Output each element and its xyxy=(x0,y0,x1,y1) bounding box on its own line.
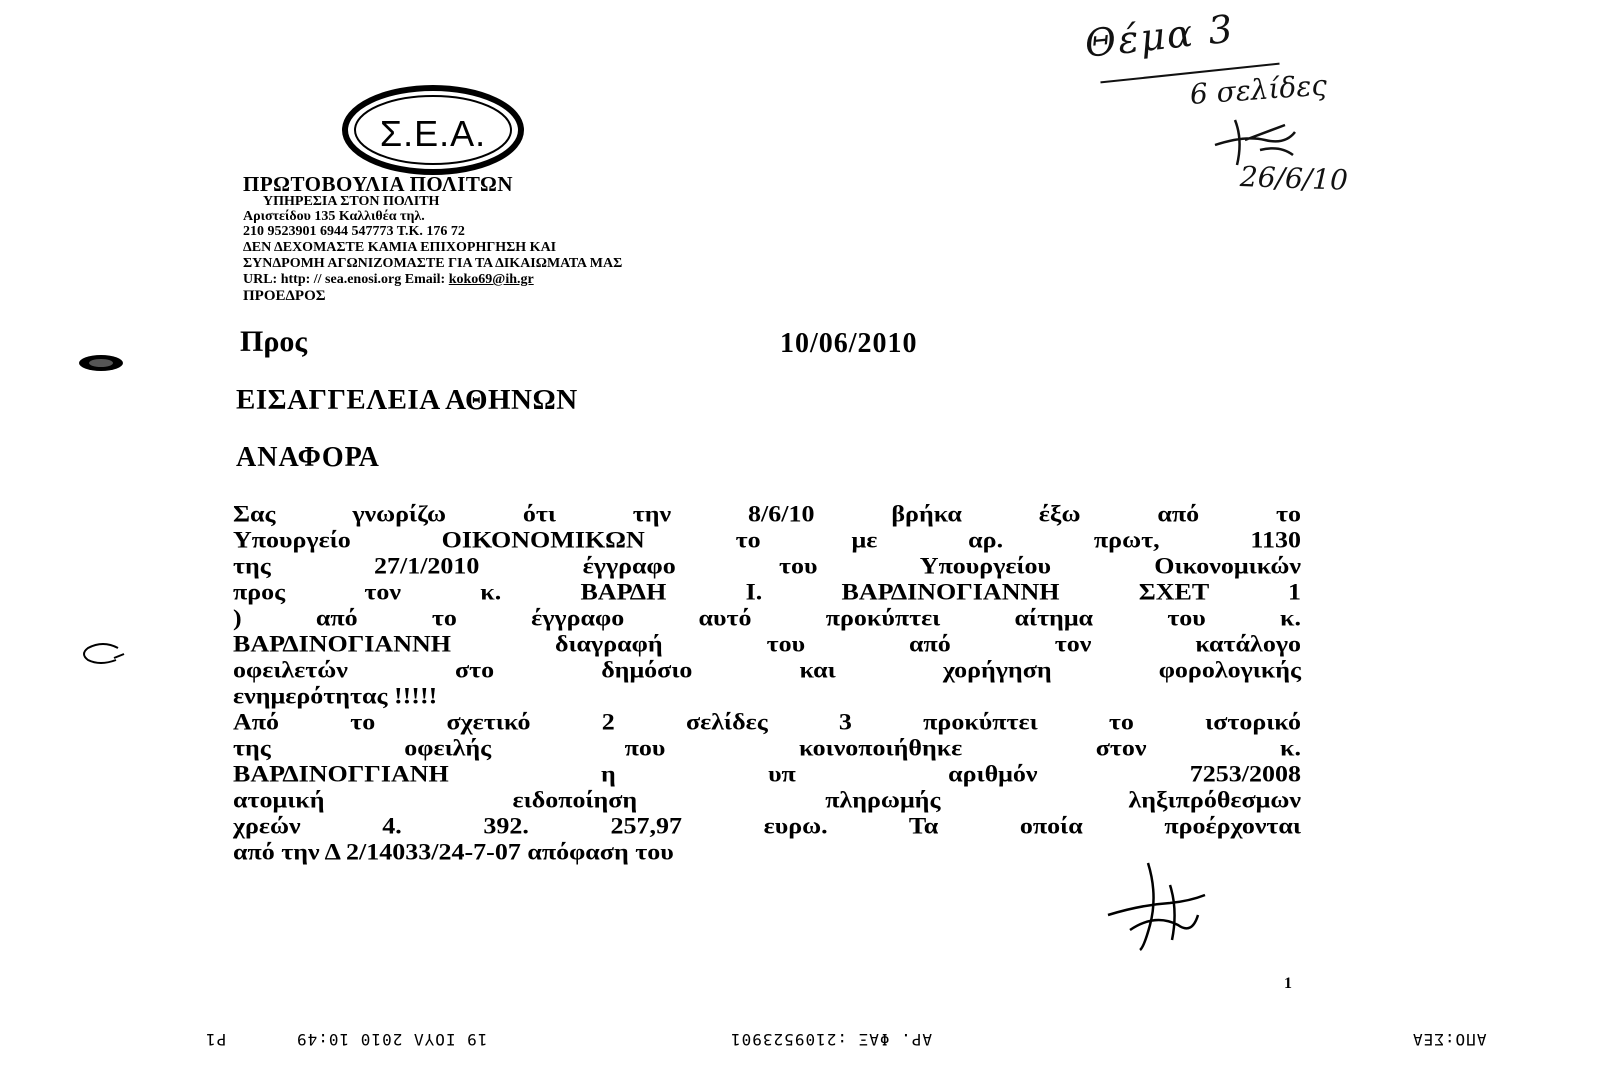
handwritten-date-note: 26/6/10 xyxy=(1239,160,1349,197)
handwritten-pages-note: 6 σελίδες xyxy=(1188,68,1328,111)
punch-hole-mark-icon xyxy=(78,640,128,666)
letter-recipient: ΕΙΣΑΓΓΕΛΕΙΑ ΑΘΗΝΩΝ xyxy=(236,384,578,416)
letterhead-service: ΥΠΗΡΕΣΙΑ ΣΤΟΝ ΠΟΛΙΤΗ xyxy=(263,194,440,209)
fax-number: ΑΡ. ΦΑΞ :2109523901 xyxy=(730,1030,933,1049)
page-number: 1 xyxy=(1284,975,1292,992)
letterhead-no-grant: ΔΕΝ ΔΕΧΟΜΑΣΤΕ ΚΑΜΙΑ ΕΠΙΧΟΡΗΓΗΣΗ ΚΑΙ xyxy=(243,240,557,255)
letterhead-president: ΠΡΟΕΔΡΟΣ xyxy=(243,288,326,304)
body-line: ενημερότητας !!!!! xyxy=(233,683,438,709)
body-line: Από το σχετικό 2 σελίδες 3 προκύπτει το ιστορικό xyxy=(233,709,1301,735)
body-line: οφειλετών στο δημόσιο και χορήγηση φορολογικής xyxy=(233,657,1301,683)
letterhead-org-name: ΠΡΩΤΟΒΟΥΛΙΑ ΠΟΛΙΤΩΝ xyxy=(243,172,514,196)
fax-page: Ρ1 xyxy=(205,1030,227,1049)
fax-sender: ΑΠΟ:ΣΕΑ xyxy=(1412,1030,1487,1049)
body-line: ΒΑΡΔΙΝΟΓΙΑΝΝΗ διαγραφή του από τον κατάλογο xyxy=(233,631,1301,657)
body-line: ΒΑΡΔΙΝΟΓΓΙΑΝΗ η υπ αριθμόν 7253/2008 xyxy=(233,761,1301,787)
body-line: από την Δ 2/14033/24-7-07 απόφαση του xyxy=(233,839,674,865)
seal-text: Σ.Ε.Α. xyxy=(379,113,487,154)
body-line: ατομική ειδοποίηση πληρωμής ληξιπρόθεσμων xyxy=(233,787,1301,813)
signature-icon xyxy=(1100,855,1210,955)
body-line: χρεών 4. 392. 257,97 ευρω. Τα οποία προέρχονται xyxy=(233,813,1301,839)
handwritten-topic-note: Θέμα 3 xyxy=(1082,6,1237,66)
letterhead-contact-line xyxy=(243,272,534,288)
letterhead-address: Αριστείδου 135 Καλλιθέα τηλ. xyxy=(243,209,425,224)
body-line: Υπουργείο ΟΙΚΟΝΟΜΙΚΩΝ το με αρ. πρωτ, 1130 xyxy=(233,527,1301,553)
letterhead-phone: 210 9523901 6944 547773 Τ.Κ. 176 72 xyxy=(243,224,465,239)
letter-subject: ΑΝΑΦΟΡΑ xyxy=(236,442,380,473)
letter-date: 10/06/2010 xyxy=(780,328,918,359)
scan-mark-icon xyxy=(76,352,126,374)
organization-seal-logo xyxy=(338,85,528,175)
letterhead-url: URL: http: // sea.enosi.org Email: xyxy=(243,272,449,287)
letter-to-label: Προς xyxy=(240,325,308,358)
letterhead-rights: ΣΥΝΔΡΟΜΗ ΑΓΩΝΙΖΟΜΑΣΤΕ ΓΙΑ ΤΑ ΔΙΚΑΙΩΜΑΤΑ ΜΑΣ xyxy=(243,256,623,271)
body-line: της οφειλής που κοινοποιήθηκε στον κ. xyxy=(233,735,1301,761)
body-line: Σας γνωρίζω ότι την 8/6/10 βρήκα έξω από το xyxy=(233,501,1301,527)
body-line: προς τον κ. ΒΑΡΔΗ Ι. ΒΑΡΔΙΝΟΓΙΑΝΝΗ ΣΧΕΤ 1 xyxy=(233,579,1301,605)
body-line: της 27/1/2010 έγγραφο του Υπουργείου Οικονομικών xyxy=(233,553,1301,579)
fax-datetime: 19 ΙΟΥΛ 2010 10:49 xyxy=(296,1030,488,1049)
body-line: ) από το έγγραφο αυτό προκύπτει αίτημα του κ. xyxy=(233,605,1301,631)
letterhead-email-link[interactable]: koko69@ih.gr xyxy=(448,272,534,287)
